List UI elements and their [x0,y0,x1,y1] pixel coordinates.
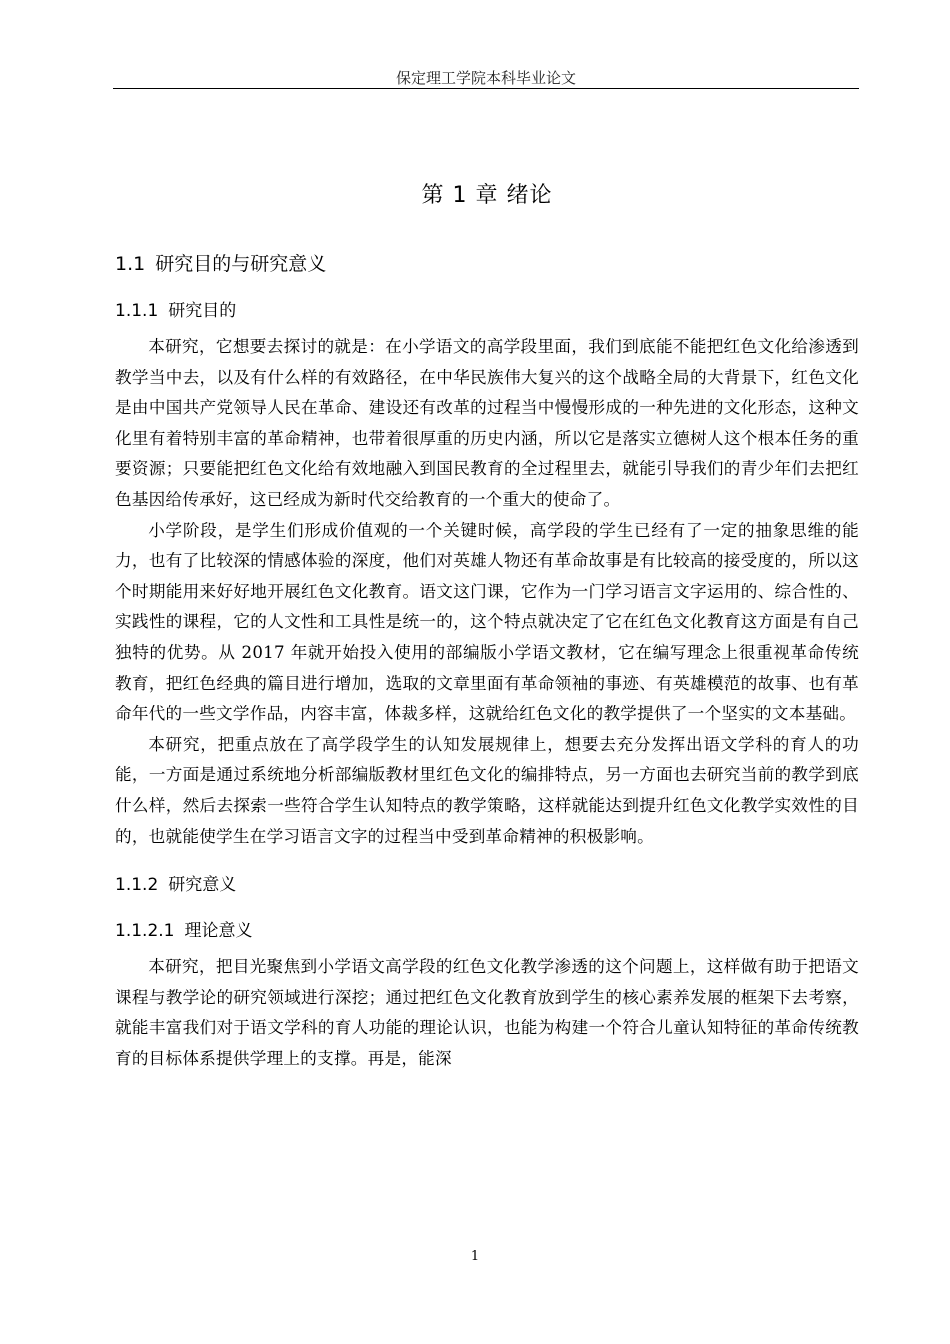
section-title: 研究意义 [168,875,237,896]
section-heading-1-1-2 [115,872,859,898]
running-header: 保定理工学院本科毕业论文 [395,69,576,87]
section-title: 理论意义 [184,921,253,942]
section-title: 研究目的 [168,301,237,321]
section-heading-1-1 [115,250,859,278]
header-divider [113,88,859,89]
body-paragraph: 本研究，把重点放在了高学段学生的认知发展规律上，想要去充分发挥出语文学科的育人的功能，一方面是通过系统地分析部编版教材里红色文化的编排特点，另一方面也去研究当前的教学到底什么样，然后去探索一些符合学生认知特点的教学策略，这样就能达到提升红色文化教学实效性的目的，也就能使学生在学习语言文字的过程当中受到革命精神的积极影响。 [115,734,859,846]
section-heading-1-1-1 [115,298,859,324]
section-number: 1.1 [115,253,146,275]
body-paragraph: 本研究，它想要去探讨的就是：在小学语文的高学段里面，我们到底能不能把红色文化给渗透到教学当中去，以及有什么样的有效路径，在中华民族伟大复兴的这个战略全局的大背景下，红色文化是由中国共产党领导人民在革命、建设还有改革的过程当中慢慢形成的一种先进的文化形态，这种文化里有着特别丰富的革命精神，也带着很厚重的历史内涵，所以它是落实立德树人这个根本任务的重要资源；只要能把红色文化给有效地融入到国民教育的全过程里去，就能引导我们的青少年们去把红色基因给传承好，这已经成为新时代交给教育的一个重大的使命了。 [115,337,859,509]
page-body [115,170,859,1074]
section-number: 1.1.2.1 [115,921,175,942]
chapter-title: 第 1 章 绪论 [421,183,553,208]
section-number: 1.1.2 [115,875,159,896]
page-number: 1 [470,1249,480,1264]
body-paragraph: 本研究，把目光聚焦到小学语文高学段的红色文化教学渗透的这个问题上，这样做有助于把语文课程与教学论的研究领域进行深挖；通过把红色文化教育放到学生的核心素养发展的框架下去考察，就能丰富我们对于语文学科的育人功能的理论认识，也能为构建一个符合儿童认知特征的革命传统教育的目标体系提供学理上的支撑。再是，能深 [115,957,859,1068]
section-title: 研究目的与研究意义 [155,253,327,275]
section-number: 1.1.1 [115,301,159,321]
section-heading-1-1-2-1 [115,918,859,944]
body-paragraph: 小学阶段，是学生们形成价值观的一个关键时候，高学段的学生已经有了一定的抽象思维的能力，也有了比较深的情感体验的深度，他们对英雄人物还有革命故事是有比较高的接受度的，所以这个时期能用来好好地开展红色文化教育。语文这门课，它作为一门学习语言文字运用的、综合性的、实践性的课程，它的人文性和工具性是统一的，这个特点就决定了它在红色文化教育这方面是有自己独特的优势。从 2017 年就开始投入使用的部编版小学语文教材，它在编写理念上很重视革命传统教育，把红色经典的篇目进行增加，选取的文章里面有革命领袖的事迹、有英雄模范的故事、也有革命年代的一些文学作品，内容丰富，体裁多样，这就给红色文化的教学提供了一个坚实的文本基础。 [115,520,859,724]
